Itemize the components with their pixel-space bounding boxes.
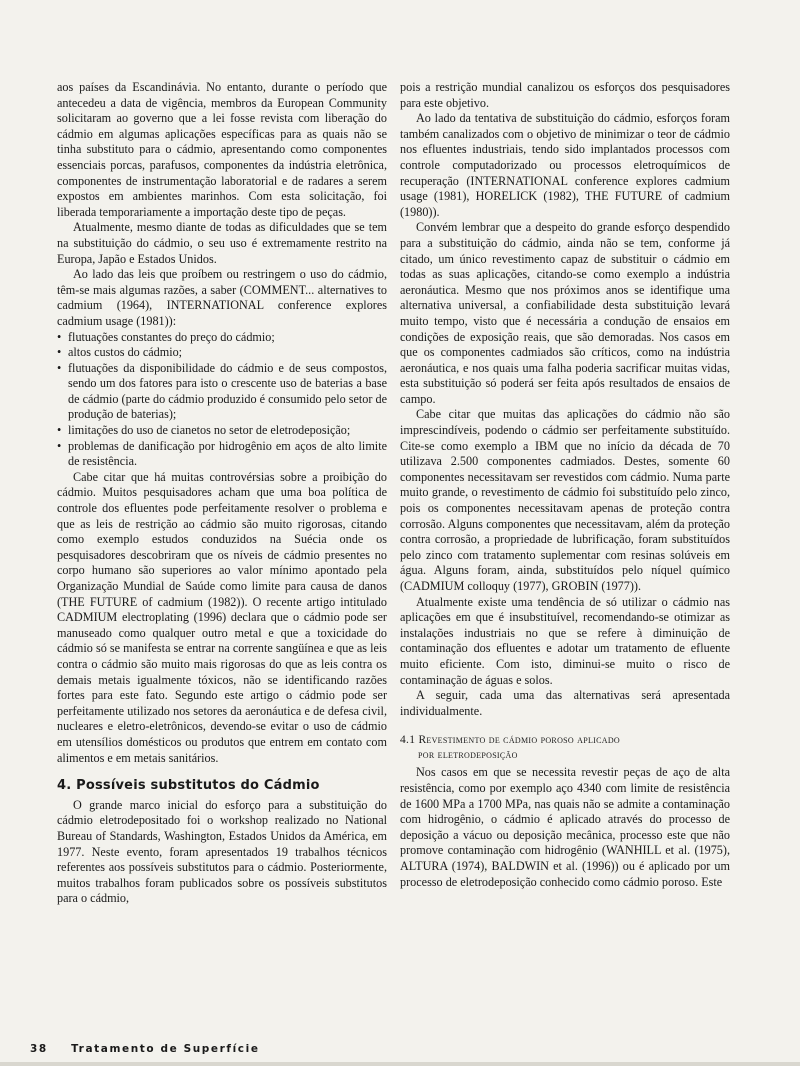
list-item: • altos custos do cádmio; (57, 345, 387, 361)
paragraph: A seguir, cada uma das alternativas será apresentada individualmente. (400, 688, 730, 718)
paragraph: Atualmente existe uma tendência de só utilizar o cádmio nas aplicações em que é insubstituível, recomendando-se otimizar as instalações industriais no que se refere à diminuição de contaminação dos efluentes e adotar um tratamento de efluente muito eficiente. Com isto, diminui-se muito o risco de contaminação de águas e solos. (400, 594, 730, 687)
section-heading: 4. Possíveis substitutos do Cádmio (57, 778, 320, 794)
left-column (57, 80, 387, 907)
page-number: 38 (30, 1043, 48, 1055)
paragraph: Nos casos em que se necessita revestir peças de aço de alta resistência, como por exemplo aço 4340 com limite de resistência de 1600 MPa a 1700 MPa, nas quais não se admite a contaminação com hidrogênio, o cádmio é aplicado através do processo de deposição a vácuo ou deposição mecânica, processo este que não promove contaminação com hidrogênio (WANHILL et al. (1975), ALTURA (1974), BALDWIN et al. (1996)) ou é aplicado por um processo de eletrodeposição conhecido como cádmio poroso. Este (400, 765, 730, 889)
paragraph: Atualmente, mesmo diante de todas as dificuldades que se tem na substituição do cádmio, o seu uso é extremamente restrito na Europa, Japão e Estados Unidos. (57, 220, 387, 266)
page-edge (0, 1062, 800, 1066)
list-item: • problemas de danificação por hidrogênio em aços de alto limite de resistência. (57, 439, 387, 470)
reasons-list (57, 330, 387, 470)
paragraph: Ao lado da tentativa de substituição do cádmio, esforços foram também canalizados com o objetivo de minimizar o teor de cádmio nos efluentes industriais, tendo sido implantados processos com controle computadorizado ou processos eletroquímicos de recuperação (INTERNATIONAL conference explores cadmium usage (1981), HORELICK (1982), THE FUTURE of cadmium (1980)). (400, 111, 730, 219)
list-item: • flutuações constantes do preço do cádmio; (57, 330, 387, 346)
list-item: • flutuações da disponibilidade do cádmio e de seus compostos, sendo um dos fatores para isto o crescente uso de baterias a base de cádmio (parte do cádmio produzido é consumido pelo setor de produção de baterias); (57, 361, 387, 423)
subsection-heading-line2: por eletrodeposição (418, 749, 518, 762)
paragraph: Convém lembrar que a despeito do grande esforço despendido para a substituição do cádmio, ainda não se tem, conforme já citado, um único revestimento capaz de substituir o cádmio em todas as suas aplicações, citando-se como exemplo a indústria aeronáutica. Mesmo que nos próximos anos se identifique uma alternativa universal, a confiabilidade desta substituição levará muito tempo, visto que é necessária a condução de ensaios em condições de exposição reais, que são demoradas. Nos casos em que os componentes cadmiados são críticos, como na indústria aeronáutica, e nos quais uma falha poderia sacrificar muitas vidas, esta substituição só poderá ser feita após resultados de ensaios de campo. (400, 220, 730, 406)
list-item: • limitações do uso de cianetos no setor de eletrodeposição; (57, 423, 387, 439)
paragraph: pois a restrição mundial canalizou os esforços dos pesquisadores para este objetivo. (400, 80, 730, 110)
paragraph: Cabe citar que muitas das aplicações do cádmio não são imprescindíveis, podendo o cádmio ser perfeitamente substituído. Cite-se como exemplo a IBM que no início da década de 70 utilizava 2.500 componentes cadmiados. Destes, somente 60 componentes necessitavam ser revestidos com cádmio. Numa parte muito grande, o revestimento de cádmio foi substituído pelo zinco, pois os componentes necessitavam apenas de proteção contra corrosão. Alguns componentes que necessitavam, além da proteção contra corrosão, a propriedade de lubrificação, foram substituídos pelo zinco com tratamento suplementar com resinas solúveis em água. Alguns foram, ainda, substituídos pelo níquel químico (CADMIUM colloquy (1977), GROBIN (1977)). (400, 407, 730, 593)
paragraph: Cabe citar que há muitas controvérsias sobre a proibição do cádmio. Muitos pesquisadores acham que uma boa política de controle dos efluentes pode perfeitamente resolver o problema e que as leis de restrição ao cádmio são muito rigorosas, citando como exemplo estudos conduzidos na Suécia onde os pesquisadores descobriram que os níveis de cádmio presentes no corpo humano são superiores ao valor mínimo apontado pela Organização Mundial de Saúde como limite para causa de danos (THE FUTURE of cadmium (1982)). O recente artigo intitulado CADMIUM electroplating (1996) declara que o cádmio pode ser manuseado como qualquer outro metal e que a toxicidade do cádmio só se manifesta se entrar na corrente sangüínea e que as leis contra o cádmio são muito mais rigorosas do que as leis contra os demais metais igualmente tóxicos, não se identificando razões fortes para este fato. Segundo este artigo o cádmio pode ser perfeitamente utilizado nos setores da aeronáutica e de defesa civil, nucleares e eletro-eletrônicos, devendo-se evitar o uso de cádmio em utensílios domésticos ou produtos que entrem em contato com alimentos e em metais sanitários. (57, 469, 387, 765)
journal-title: Tratamento de Superfície (71, 1043, 260, 1055)
right-column (400, 80, 730, 890)
paragraph: Ao lado das leis que proíbem ou restringem o uso do cádmio, têm-se mais algumas razões, a saber (COMMENT... alternatives to cadmium (1964), INTERNATIONAL conference explores cadmium usage (1981)): (57, 267, 387, 328)
subsection-heading-line1: 4.1 Revestimento de cádmio poroso aplicado (400, 734, 620, 747)
subsection-heading (400, 733, 730, 763)
paragraph: O grande marco inicial do esforço para a substituição do cádmio eletrodepositado foi o workshop realizado no National Bureau of Standards, Washington, Estados Unidos da América, em 1977. Neste evento, foram apresentados 19 trabalhos técnicos referentes aos possíveis substitutos para o cádmio. Posteriormente, muitos trabalhos foram publicados sobre os possíveis substitutos para o cádmio, (57, 797, 387, 906)
page-footer (30, 1043, 260, 1055)
paragraph: aos países da Escandinávia. No entanto, durante o período que antecedeu a data de vigência, membros da European Community solicitaram ao governo que a lei fosse revista com liberação do cádmio em algumas aplicações específicas para as quais não se tinha substituto para o cádmio, apresentando como componentes essenciais porcas, parafusos, componentes da indústria eletrônica, componentes de instrumentação laboratorial e de radares a serem expostos em ambientes marinhos. Com esta solicitação, foi liberada temporariamente a importação deste tipo de peças. (57, 80, 387, 219)
